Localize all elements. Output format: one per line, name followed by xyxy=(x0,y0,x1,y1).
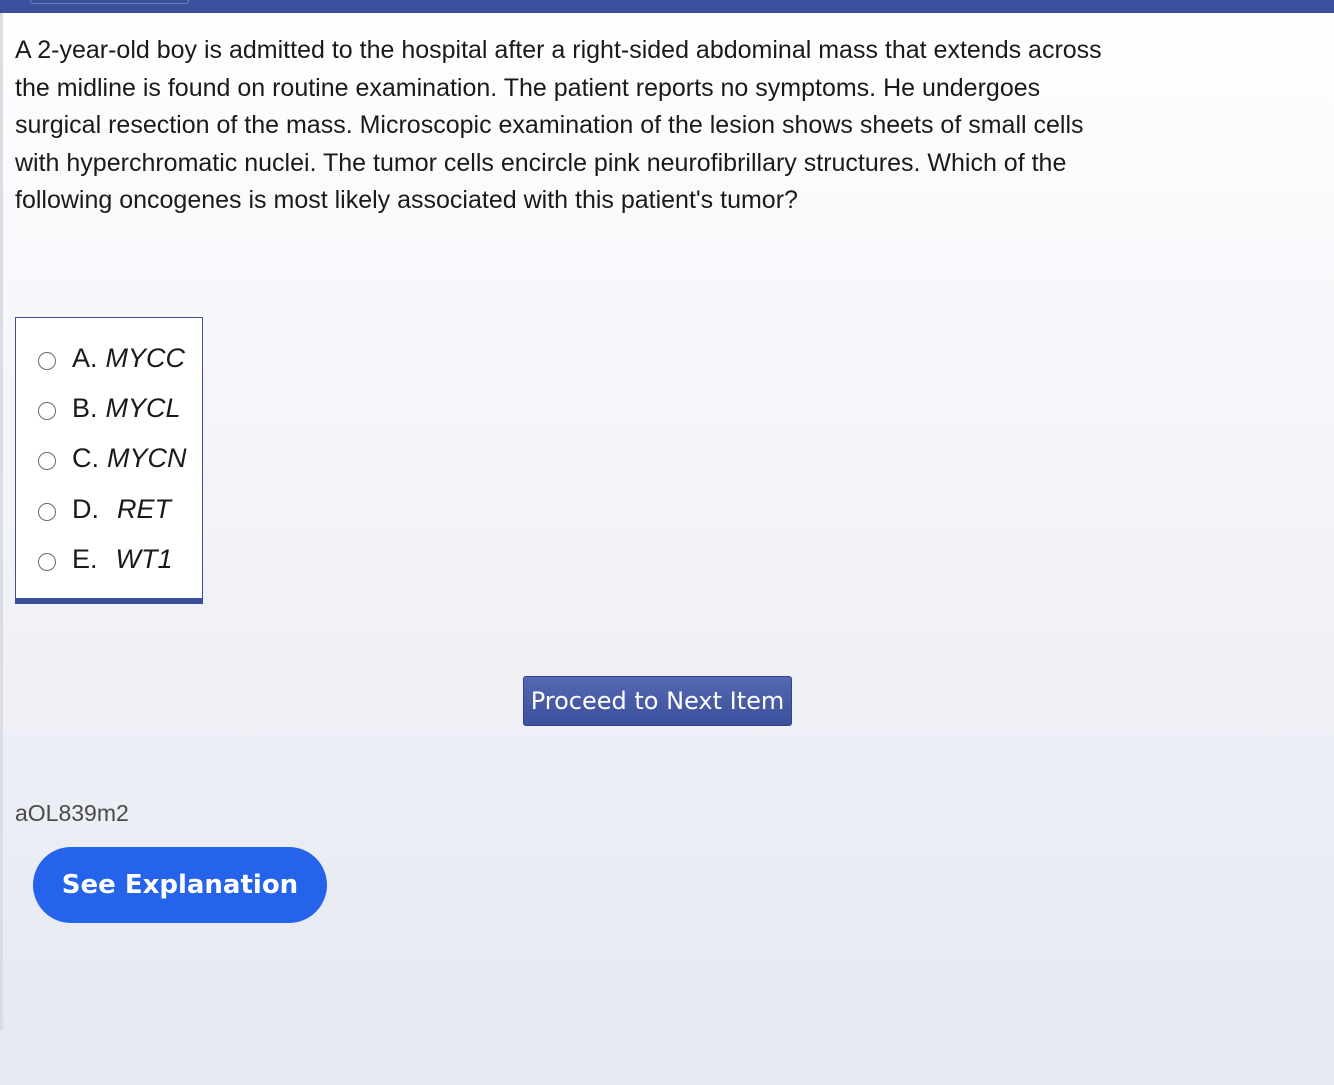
proceed-next-item-button[interactable]: Proceed to Next Item xyxy=(523,676,792,726)
radio-empty-icon[interactable] xyxy=(38,553,56,571)
choice-a[interactable] xyxy=(38,338,185,378)
choice-letter: E. xyxy=(72,543,98,574)
choice-letter: A. xyxy=(72,342,98,373)
radio-empty-icon[interactable] xyxy=(38,503,56,521)
radio-empty-icon[interactable] xyxy=(38,452,56,470)
question-id: aOL839m2 xyxy=(15,800,129,826)
choice-c-label xyxy=(72,443,187,474)
choice-gene: MYCN xyxy=(107,442,187,473)
choice-c[interactable] xyxy=(38,438,187,478)
choice-letter: C. xyxy=(72,442,99,473)
choice-letter: B. xyxy=(72,392,98,423)
choice-gene: RET xyxy=(117,493,171,524)
page-left-edge xyxy=(0,0,3,1030)
choice-gene: MYCC xyxy=(105,342,186,373)
choice-e[interactable] xyxy=(38,539,173,579)
choice-a-label xyxy=(72,343,185,374)
see-explanation-button[interactable]: See Explanation xyxy=(33,847,327,923)
radio-empty-icon[interactable] xyxy=(38,402,56,420)
choice-gene: WT1 xyxy=(115,543,173,574)
answer-choices xyxy=(15,317,203,604)
choice-d[interactable] xyxy=(38,489,171,529)
choice-b[interactable] xyxy=(38,388,181,428)
top-navigation-bar xyxy=(0,0,1334,13)
choice-d-label xyxy=(72,494,171,525)
question-stem: A 2-year-old boy is admitted to the hospital after a right-sided abdominal mass that extends across the midline is found on routine examination. The patient reports no symptoms. He undergoes surgical resection of the mass. Microscopic examination of the lesion shows sheets of small cells with hyperchromatic nuclei. The tumor cells encircle pink neurofibrillary structures. Which of the following oncogenes is most likely associated with this patient's tumor? xyxy=(15,36,1102,215)
choice-b-label xyxy=(72,393,181,424)
choice-e-label xyxy=(72,544,173,575)
radio-empty-icon[interactable] xyxy=(38,352,56,370)
choice-gene: MYCL xyxy=(105,392,181,423)
choice-letter: D. xyxy=(72,493,99,524)
top-bar-tab[interactable] xyxy=(30,0,189,4)
